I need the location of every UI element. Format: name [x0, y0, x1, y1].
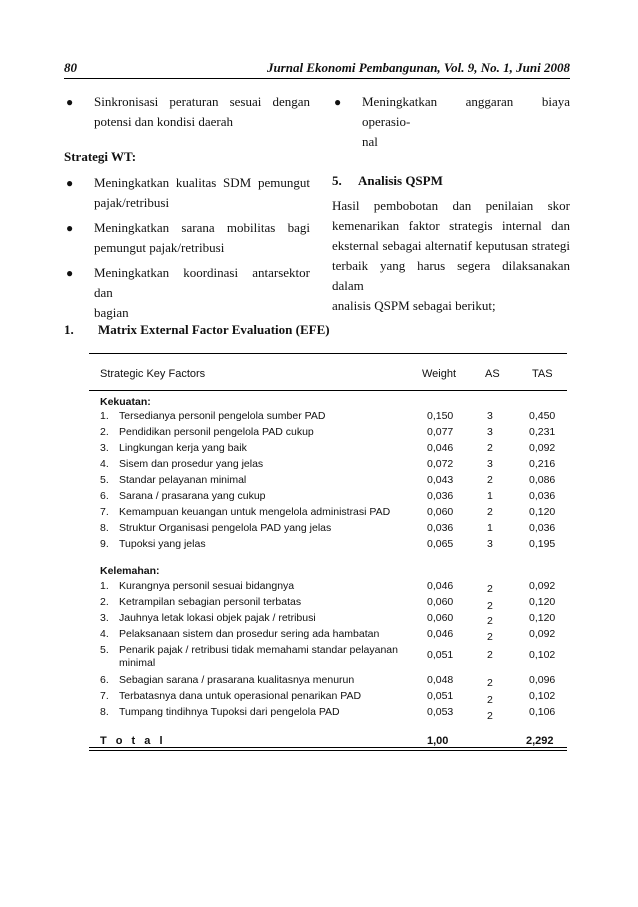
- row-number: 6.: [100, 490, 109, 502]
- as-value: 2: [487, 649, 493, 661]
- total-tas: 2,292: [526, 735, 554, 747]
- bullet-item: [64, 173, 310, 213]
- as-value: 2: [487, 694, 493, 706]
- header-factors: Strategic Key Factors: [100, 368, 206, 380]
- total-label: T o t a l: [100, 735, 166, 747]
- weight-value: 0,065: [427, 538, 454, 550]
- table-row: [89, 580, 567, 596]
- factor-label: Struktur Organisasi pengelola PAD yang jelas: [119, 522, 332, 534]
- factor-label: Kemampuan keuangan untuk mengelola administrasi PAD: [119, 506, 391, 518]
- weight-value: 0,051: [427, 649, 454, 661]
- weight-value: 0,043: [427, 474, 454, 486]
- table-row: [89, 612, 567, 628]
- left-column: [64, 92, 310, 323]
- total-weight: 1,00: [427, 735, 449, 747]
- as-value: 2: [487, 600, 493, 612]
- table-top-rule: [89, 353, 567, 354]
- factor-label: Sisem dan prosedur yang jelas: [119, 458, 264, 470]
- bullet-icon: ●: [66, 95, 74, 109]
- table-row: [89, 458, 567, 474]
- paragraph-line: Hasil pembobotan dan penilaian skor: [332, 198, 570, 213]
- table-row: [89, 410, 567, 426]
- tas-value: 0,106: [529, 706, 556, 718]
- factor-label: Tupoksi yang jelas: [119, 538, 206, 550]
- bullet-line: pajak/retribusi: [94, 195, 170, 210]
- weight-value: 0,046: [427, 442, 454, 454]
- factor-label: Terbatasnya dana untuk operasional penarikan PAD: [119, 690, 362, 702]
- row-number: 3.: [100, 612, 109, 624]
- row-number: 1.: [100, 580, 109, 592]
- weight-value: 0,053: [427, 706, 454, 718]
- tas-value: 0,036: [529, 522, 556, 534]
- row-number: 5.: [100, 474, 109, 486]
- journal-title: Jurnal Ekonomi Pembangunan, Vol. 9, No. 1, Juni 2008: [266, 60, 570, 75]
- row-number: 8.: [100, 706, 109, 718]
- tas-value: 0,096: [529, 674, 556, 686]
- page-number: 80: [64, 60, 77, 75]
- bullet-item: [332, 92, 570, 152]
- tas-value: 0,120: [529, 596, 556, 608]
- factor-label: Ketrampilan sebagian personil terbatas: [119, 596, 302, 608]
- weight-value: 0,046: [427, 628, 454, 640]
- row-number: 7.: [100, 506, 109, 518]
- table-row: [89, 706, 567, 722]
- weight-value: 0,077: [427, 426, 454, 438]
- matrix-title: [64, 322, 330, 338]
- qspm-heading: [332, 171, 570, 191]
- matrix-number: 1.: [64, 322, 74, 337]
- right-column: [332, 92, 570, 316]
- tas-value: 0,231: [529, 426, 556, 438]
- weight-value: 0,060: [427, 612, 454, 624]
- as-value: 2: [487, 442, 493, 454]
- bullet-item: [64, 92, 310, 132]
- row-number: 9.: [100, 538, 109, 550]
- as-value: 3: [487, 426, 493, 438]
- factor-label: Kurangnya personil sesuai bidangnya: [119, 580, 295, 592]
- bullet-line: Meningkatkan sarana mobilitas bagi: [94, 220, 310, 235]
- table-row: [89, 628, 567, 644]
- as-value: 3: [487, 458, 493, 470]
- as-value: 1: [487, 522, 493, 534]
- tas-value: 0,120: [529, 612, 556, 624]
- row-number: 4.: [100, 458, 109, 470]
- bullet-icon: ●: [66, 176, 74, 190]
- as-value: 2: [487, 615, 493, 627]
- tas-value: 0,450: [529, 410, 556, 422]
- table-bottom-rule-2: [89, 750, 567, 751]
- weight-value: 0,060: [427, 596, 454, 608]
- tas-value: 0,216: [529, 458, 556, 470]
- factor-label: Sarana / prasarana yang cukup: [119, 490, 266, 502]
- tas-value: 0,092: [529, 580, 556, 592]
- as-value: 2: [487, 506, 493, 518]
- factor-label: Tersedianya personil pengelola sumber PAD: [119, 410, 326, 422]
- header-weight: Weight: [422, 368, 457, 380]
- table-row: [89, 490, 567, 506]
- row-number: 7.: [100, 690, 109, 702]
- as-value: 2: [487, 474, 493, 486]
- table-row: [89, 506, 567, 522]
- row-number: 5.: [100, 644, 109, 656]
- bullet-item: [64, 263, 310, 323]
- weight-value: 0,150: [427, 410, 454, 422]
- bullet-line: bagian: [94, 305, 129, 320]
- bullet-icon: ●: [334, 95, 342, 109]
- tas-value: 0,092: [529, 628, 556, 640]
- weight-value: 0,051: [427, 690, 454, 702]
- as-value: 3: [487, 410, 493, 422]
- factor-label: Pelaksanaan sistem dan prosedur sering ada hambatan: [119, 628, 380, 640]
- factor-label: Lingkungan kerja yang baik: [119, 442, 247, 454]
- paragraph-line: terbaik yang harus segera dilaksanakan dalam: [332, 258, 570, 293]
- as-value: 2: [487, 710, 493, 722]
- table-row: [89, 522, 567, 538]
- bullet-line: potensi dan kondisi daerah: [94, 114, 233, 129]
- table-row: [89, 474, 567, 490]
- bullet-line: Meningkatkan koordinasi antarsektor dan: [94, 265, 310, 300]
- paragraph-line: kemenarikan faktor strategis internal dan: [332, 218, 570, 233]
- tas-value: 0,102: [529, 649, 556, 661]
- section-title: Analisis QSPM: [358, 173, 443, 188]
- bullet-line: Meningkatkan kualitas SDM pemungut: [94, 175, 310, 190]
- matrix-title-text: Matrix External Factor Evaluation (EFE): [98, 322, 330, 337]
- paragraph-line: eksternal sebagai alternatif keputusan strategi: [332, 238, 570, 253]
- paragraph-line: analisis QSPM sebagai berikut;: [332, 298, 496, 313]
- table-row: [89, 442, 567, 458]
- factor-label: Tumpang tindihnya Tupoksi dari pengelola PAD: [119, 706, 340, 718]
- weight-value: 0,036: [427, 522, 454, 534]
- table-row: [89, 596, 567, 612]
- table-row: [89, 538, 567, 554]
- qspm-paragraph: [332, 196, 570, 316]
- bullet-line: pemungut pajak/retribusi: [94, 240, 225, 255]
- tas-value: 0,092: [529, 442, 556, 454]
- row-number: 4.: [100, 628, 109, 640]
- as-value: 1: [487, 490, 493, 502]
- weight-value: 0,048: [427, 674, 454, 686]
- factor-label: Jauhnya letak lokasi objek pajak / retribusi: [119, 612, 316, 624]
- row-number: 3.: [100, 442, 109, 454]
- as-value: 2: [487, 631, 493, 643]
- factor-label: Pendidikan personil pengelola PAD cukup: [119, 426, 314, 438]
- table-row: [89, 690, 567, 706]
- tas-value: 0,086: [529, 474, 556, 486]
- kekuatan-label: Kekuatan:: [100, 396, 151, 408]
- weight-value: 0,060: [427, 506, 454, 518]
- as-value: 3: [487, 538, 493, 550]
- factor-label: Sebagian sarana / prasarana kualitasnya menurun: [119, 674, 355, 686]
- bullet-icon: ●: [66, 221, 74, 235]
- bullet-line: nal: [362, 134, 378, 149]
- header-tas: TAS: [532, 368, 553, 380]
- header-divider: [64, 78, 570, 79]
- weight-value: 0,072: [427, 458, 454, 470]
- row-number: 8.: [100, 522, 109, 534]
- tas-value: 0,195: [529, 538, 556, 550]
- row-number: 2.: [100, 426, 109, 438]
- weight-value: 0,036: [427, 490, 454, 502]
- as-value: 2: [487, 677, 493, 689]
- table-row: [89, 426, 567, 442]
- bullet-line: Sinkronisasi peraturan sesuai dengan: [94, 94, 310, 109]
- factor-label: Penarik pajak / retribusi tidak memahami standar pelayanan minimal: [119, 644, 398, 669]
- bullet-icon: ●: [66, 266, 74, 280]
- table-row: [89, 644, 567, 669]
- bullet-line: Meningkatkan anggaran biaya operasio-: [362, 94, 570, 129]
- tas-value: 0,102: [529, 690, 556, 702]
- row-number: 1.: [100, 410, 109, 422]
- factor-label: Standar pelayanan minimal: [119, 474, 247, 486]
- table-bottom-rule: [89, 747, 567, 748]
- header-as: AS: [485, 368, 500, 380]
- strategi-wt-heading: Strategi WT:: [64, 149, 137, 164]
- tas-value: 0,120: [529, 506, 556, 518]
- row-number: 6.: [100, 674, 109, 686]
- tas-value: 0,036: [529, 490, 556, 502]
- table-header-rule: [89, 390, 567, 391]
- bullet-item: [64, 218, 310, 258]
- weight-value: 0,046: [427, 580, 454, 592]
- section-number: 5.: [332, 173, 342, 188]
- kelemahan-label: Kelemahan:: [100, 565, 160, 577]
- table-row: [89, 674, 567, 690]
- row-number: 2.: [100, 596, 109, 608]
- as-value: 2: [487, 583, 493, 595]
